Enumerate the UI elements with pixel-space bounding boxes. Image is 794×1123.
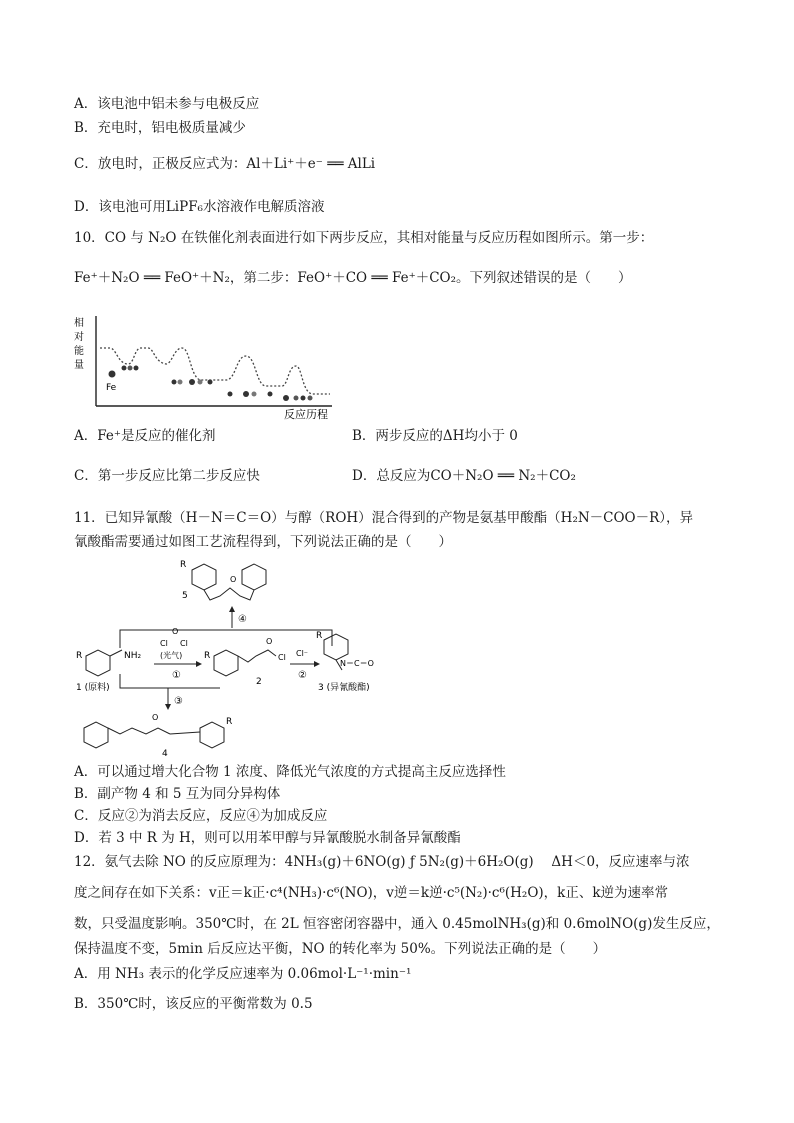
arrow1-head bbox=[196, 661, 202, 667]
compound1-r: R bbox=[76, 651, 83, 661]
q10-option-b: B．两步反应的ΔH均小于 0 bbox=[352, 428, 518, 444]
q11-option-d: D．若 3 中 R 为 H，则可以用苯甲醇与异氰酸脱水制备异氰酸酯 bbox=[74, 830, 461, 846]
compound3-ring bbox=[324, 634, 348, 660]
state2-dot-d bbox=[198, 380, 203, 385]
compound4-chain bbox=[108, 728, 170, 734]
fe-label: Fe bbox=[106, 383, 117, 393]
state2-dot-c bbox=[189, 379, 195, 385]
phosgene-cl-b: Cl bbox=[180, 639, 188, 648]
state1-dot-b bbox=[128, 366, 133, 371]
q10-option-c: C．第一步反应比第二步反应快 bbox=[74, 468, 260, 484]
compound1-nh2: NH₂ bbox=[124, 651, 142, 661]
state2-dot-e bbox=[208, 380, 213, 385]
compound5-ring-right bbox=[242, 564, 266, 590]
compound5-label: 5 bbox=[182, 591, 188, 601]
q12-stem-line1: 12．氨气去除 NO 的反应原理为：4NH₃(g)＋6NO(g) ƒ 5N₂(g)＋6H₂O(g) ΔH＜0，反应速率与浓 bbox=[74, 854, 690, 870]
compound4-r: R bbox=[226, 717, 233, 727]
step2-label: ② bbox=[298, 670, 307, 681]
energy-axis-label-2: 对 bbox=[74, 332, 84, 343]
energy-profile-diagram bbox=[70, 312, 350, 422]
q11-option-c: C．反应②为消去反应，反应④为加成反应 bbox=[74, 808, 328, 824]
reaction-coordinate-label: 反应历程 bbox=[284, 408, 328, 421]
compound1-ring bbox=[86, 650, 110, 676]
state4-dot-a bbox=[283, 395, 289, 401]
q12-option-b: B．350℃时，该反应的平衡常数为 0.5 bbox=[74, 996, 313, 1012]
step4-label: ④ bbox=[238, 614, 247, 625]
q12-stem-line3: 数，只受温度影响。350℃时，在 2L 恒容密闭容器中，通入 0.45molNH₃(g)和 0.6molNO(g)发生反应， bbox=[74, 916, 720, 932]
compound2-o: O bbox=[266, 637, 273, 646]
energy-axis-label-1: 相 bbox=[74, 318, 84, 329]
q12-option-a: A．用 NH₃ 表示的化学反应速率为 0.06mol·L⁻¹·min⁻¹ bbox=[74, 966, 412, 982]
q9-option-d: D．该电池可用LiPF₆水溶液作电解质溶液 bbox=[74, 199, 325, 215]
energy-axis-label-3: 能 bbox=[74, 346, 84, 357]
arrow3-head bbox=[165, 704, 171, 710]
q10-stem-line2: Fe⁺＋N₂O ══ FeO⁺＋N₂，第二步：FeO⁺＋CO ══ Fe⁺＋CO₂。下列叙述错误的是（ ） bbox=[74, 270, 632, 286]
q10-stem-line1: 10．CO 与 N₂O 在铁催化剂表面进行如下两步反应，其相对能量与反应历程如图所示。第一步： bbox=[74, 230, 654, 246]
compound1-ch2 bbox=[110, 650, 122, 656]
compound5-ring-left bbox=[192, 564, 216, 590]
phosgene-o: O bbox=[172, 627, 179, 636]
state1-dot-a bbox=[122, 366, 127, 371]
compound3-nco: N＝C＝O bbox=[340, 659, 374, 668]
energy-profile-path bbox=[100, 348, 330, 394]
flow-bracket-top bbox=[120, 630, 332, 648]
fe-dot bbox=[109, 371, 116, 378]
state4-dot-d bbox=[308, 396, 313, 401]
compound4-ring-left bbox=[84, 722, 108, 748]
q9-option-a: A．该电池中铝未参与电极反应 bbox=[74, 96, 260, 112]
state3-dot-b bbox=[243, 391, 249, 397]
chloride-label: Cl⁻ bbox=[296, 649, 309, 658]
step3-label: ③ bbox=[174, 696, 183, 707]
compound5-o: O bbox=[230, 575, 237, 584]
state3-dot-c bbox=[252, 392, 257, 397]
phosgene-cl-a: Cl bbox=[160, 639, 168, 648]
arrow2-head bbox=[314, 661, 320, 667]
arrow4-head bbox=[229, 606, 235, 612]
state3-dot-a bbox=[228, 392, 233, 397]
state3-dot-d bbox=[268, 392, 273, 397]
q10-option-a: A．Fe⁺是反应的催化剂 bbox=[74, 428, 216, 444]
compound2-ring bbox=[214, 650, 238, 676]
q9-option-b: B．充电时，铝电极质量减少 bbox=[74, 120, 246, 136]
compound4-link bbox=[170, 732, 200, 734]
state2-dot-a bbox=[172, 380, 177, 385]
compound2-chain bbox=[238, 650, 276, 662]
compound2-cl: Cl bbox=[278, 653, 286, 662]
q12-stem-line2: 度之间存在如下关系：v正＝k正·c⁴(NH₃)·c⁶(NO)，v逆＝k逆·c⁵(N₂)·c⁶(H₂O)，k正、k逆为速率常 bbox=[74, 885, 669, 901]
compound3-r: R bbox=[316, 631, 323, 641]
compound4-o: O bbox=[152, 713, 159, 722]
q11-option-a: A．可以通过增大化合物 1 浓度、降低光气浓度的方式提高主反应选择性 bbox=[74, 764, 506, 780]
q12-stem-line4: 保持温度不变，5min 后反应达平衡，NO 的转化率为 50%。下列说法正确的是（ ） bbox=[74, 941, 607, 957]
step1-label: ① bbox=[172, 670, 181, 681]
state2-dot-b bbox=[178, 380, 183, 385]
isocyanate-process-diagram bbox=[72, 556, 392, 758]
q11-stem-line2: 氰酸酯需要通过如图工艺流程得到，下列说法正确的是（ ） bbox=[74, 534, 452, 550]
compound5-r: R bbox=[180, 560, 187, 570]
energy-axis-label-4: 量 bbox=[74, 360, 84, 371]
compound5-chain bbox=[204, 588, 254, 600]
phosgene-label: (光气) bbox=[160, 651, 183, 660]
compound3-label: 3 (异氰酸酯) bbox=[318, 683, 370, 693]
state4-dot-b bbox=[294, 396, 299, 401]
q11-stem-line1: 11．已知异氰酸（H－N＝C＝O）与醇（ROH）混合得到的产物是氨基甲酸酯（H₂N－COO－R），异 bbox=[74, 510, 694, 526]
state1-dot-c bbox=[134, 366, 139, 371]
state4-dot-c bbox=[301, 396, 306, 401]
compound4-label: 4 bbox=[162, 749, 168, 758]
compound4-ring-right bbox=[200, 722, 224, 748]
compound2-label: 2 bbox=[256, 677, 262, 687]
compound1-label: 1 (原料) bbox=[76, 683, 110, 693]
flow-bracket-bottom bbox=[120, 674, 220, 688]
q11-option-b: B．副产物 4 和 5 互为同分异构体 bbox=[74, 786, 281, 802]
compound2-r: R bbox=[204, 651, 211, 661]
q10-option-d: D．总反应为CO＋N₂O ══ N₂＋CO₂ bbox=[352, 468, 576, 484]
q9-option-c: C．放电时，正极反应式为：Al＋Li⁺＋e⁻ ══ AlLi bbox=[74, 156, 376, 172]
